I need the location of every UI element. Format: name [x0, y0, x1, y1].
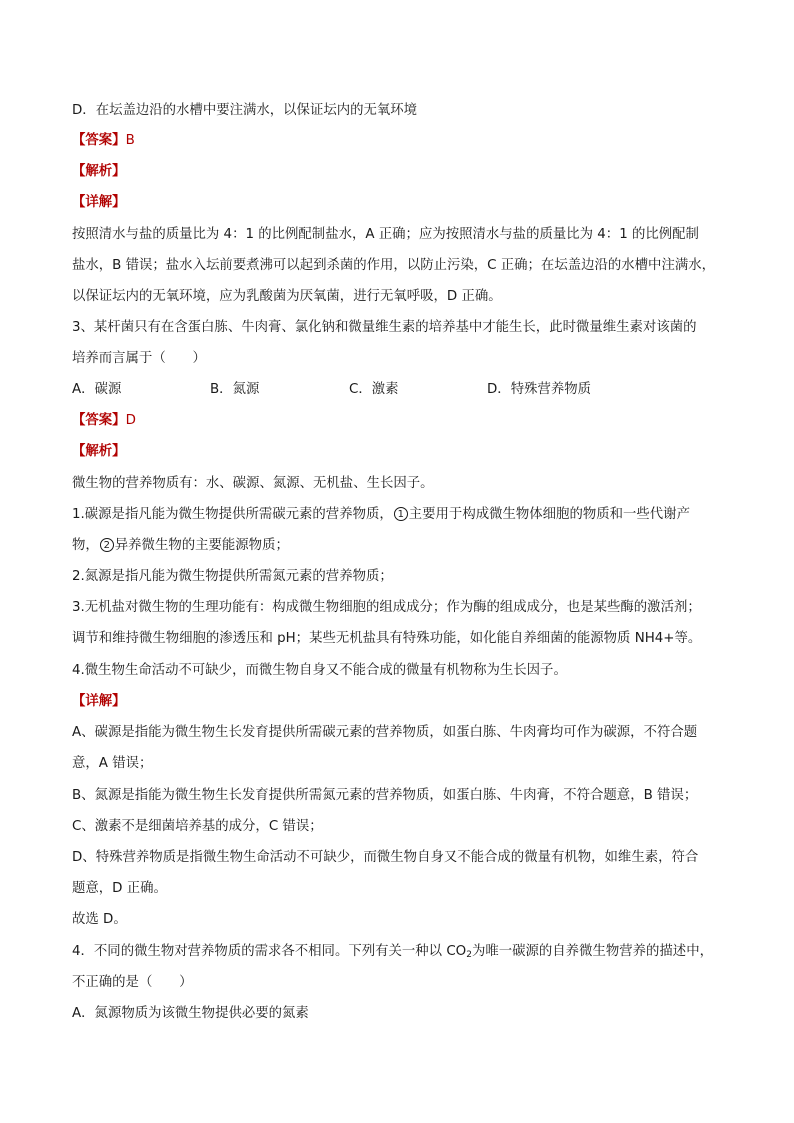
- q3-detail-a: 意，A 错误；: [72, 756, 153, 771]
- q2-answer: [72, 131, 135, 151]
- q3-option-b: B．氮源: [210, 382, 260, 397]
- q2-detail-line: 以保证坛内的无氧环境，应为乳酸菌为厌氧菌，进行无氧呼吸，D 正确。: [72, 289, 502, 304]
- q3-options: [72, 380, 726, 400]
- q4-stem: 不正确的是（ ）: [72, 975, 193, 990]
- q4-option-a: A．氮源物质为该微生物提供必要的氮素: [72, 1006, 309, 1021]
- q3-answer: 【答案】D: [72, 413, 136, 428]
- q3-analysis-p1: 1.碳源是指凡能为微生物提供所需碳元素的营养物质， 1 主要用于构成微生物体细胞的物质和一些代谢产: [72, 507, 690, 522]
- q2-detail-line: 盐水，B 错误；盐水入坛前要煮沸可以起到杀菌的作用，以防止污染，C 正确；在坛盖边沿的水槽中注满水，: [72, 258, 716, 273]
- q2-detail-line: 按照清水与盐的质量比为 4：1 的比例配制盐水，A 正确；应为按照清水与盐的质量比为 4：1 的比例配制: [72, 227, 699, 242]
- q3-option-c: C．激素: [349, 382, 399, 397]
- q3-analysis-intro: 微生物的营养物质有：水、碳源、氮源、无机盐、生长因子。: [72, 476, 434, 491]
- q3-detail-d: 题意，D 正确。: [72, 881, 167, 896]
- q3-option-a: A．碳源: [72, 382, 122, 397]
- answer-tag: 【答案】: [72, 133, 126, 148]
- q3-detail-b: B、氮源是指能为微生物生长发育提供所需氮元素的营养物质，如蛋白胨、牛肉膏，不符合题意，B 错误；: [72, 788, 698, 803]
- answer-value: B: [125, 133, 135, 148]
- q3-conclusion: 故选 D。: [72, 912, 127, 927]
- q3-option-d: D．特殊营养物质: [487, 382, 592, 397]
- q3-analysis-p3: 调节和维持微生物细胞的渗透压和 pH；某些无机盐具有特殊功能，如化能自养细菌的能源物质 NH4+等。: [72, 631, 702, 646]
- q3-analysis-p3: 3.无机盐对微生物的生理功能有：构成微生物细胞的组成成分；作为酶的组成成分，也是某些酶的激活剂；: [72, 600, 701, 615]
- circled-number: 1: [394, 507, 408, 521]
- q2-detail-tag: 【详解】: [72, 195, 126, 210]
- q3-detail-c: C、激素不是细菌培养基的成分，C 错误；: [72, 819, 323, 834]
- q3-analysis-p4: 4.微生物生命活动不可缺少，而微生物自身又不能合成的微量有机物称为生长因子。: [72, 663, 567, 678]
- q3-stem: 3、某杆菌只有在含蛋白胨、牛肉膏、氯化钠和微量维生素的培养基中才能生长，此时微量维生素对该菌的: [72, 320, 697, 335]
- q3-stem: 培养而言属于（ ）: [72, 351, 206, 366]
- q3-analysis-p1-cont: 物， 2 异养微生物的主要能源物质；: [72, 538, 289, 553]
- q3-analysis-tag: 【解析】: [72, 444, 126, 459]
- q4-stem: 4．不同的微生物对营养物质的需求各不相同。下列有关一种以 $CO_2$为唯一碳源的自养微生物营养的描述中，: [72, 944, 713, 960]
- circled-number: 2: [100, 538, 114, 552]
- q2-option-d: D．在坛盖边沿的水槽中要注满水，以保证坛内的无氧环境: [72, 103, 418, 118]
- q3-analysis-p2: 2.氮源是指凡能为微生物提供所需氮元素的营养物质；: [72, 569, 393, 584]
- q3-detail-tag: 【详解】: [72, 694, 126, 709]
- q3-detail-d: D、特殊营养物质是指微生物生命活动不可缺少，而微生物自身又不能合成的微量有机物，如维生素，符合: [72, 850, 699, 865]
- q2-analysis-tag: 【解析】: [72, 164, 126, 179]
- q3-detail-a: A、碳源是指能为微生物生长发育提供所需碳元素的营养物质，如蛋白胨、牛肉膏均可作为碳源，不符合题: [72, 725, 698, 740]
